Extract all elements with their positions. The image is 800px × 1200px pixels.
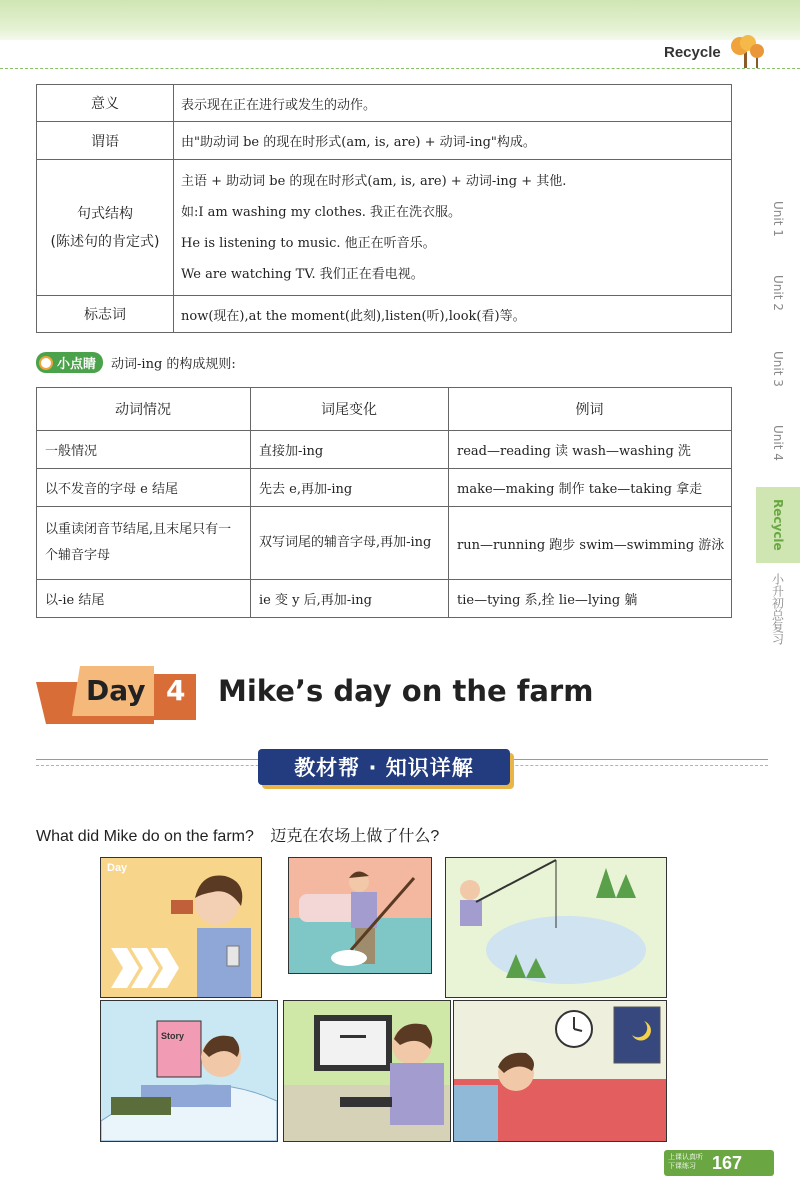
row-head-line: (陈述句的肯定式) xyxy=(50,233,160,250)
table-cell: ie 变 y 后,再加-ing xyxy=(251,580,449,618)
column-header: 词尾变化 xyxy=(251,388,449,431)
content-line: We are watching TV. 我们正在看电视。 xyxy=(181,266,424,282)
question-en: What did Mike do on the farm? xyxy=(36,828,254,845)
grammar-table xyxy=(36,84,732,333)
top-banner xyxy=(0,0,800,40)
eye-icon xyxy=(39,356,53,370)
table-cell: make—making 制作 take—taking 拿走 xyxy=(449,469,732,507)
fishing-illustration xyxy=(446,858,666,997)
content-line: 主语 + 助动词 be 的现在时形式(am, is, are) + 动词-ing + 其他. xyxy=(181,173,567,189)
sleeping-illustration xyxy=(454,1001,666,1141)
table-cell: 直接加-ing xyxy=(251,431,449,469)
tip-text: 动词-ing 的构成规则: xyxy=(111,357,236,372)
table-header-row xyxy=(37,388,732,431)
row-head: 标志词 xyxy=(37,296,174,333)
table-row xyxy=(37,431,732,469)
day-label: Day xyxy=(86,674,146,707)
panel-breakfast xyxy=(100,857,262,998)
ing-rules-table xyxy=(36,387,732,618)
book-label: Story xyxy=(161,1031,185,1041)
table-cell: read—reading 读 wash—washing 洗 xyxy=(449,431,732,469)
row-content xyxy=(174,160,732,296)
row-head-line: 句式结构 xyxy=(77,205,133,222)
side-tab-unit-3[interactable]: Unit 3 xyxy=(771,351,785,387)
footer-slogan xyxy=(668,1153,712,1171)
table-row xyxy=(37,296,732,333)
computer-illustration xyxy=(284,1001,450,1141)
content-line: He is listening to music. 他正在听音乐。 xyxy=(181,235,436,251)
table-cell: run—running 跑步 swim—swimming 游泳 xyxy=(449,507,732,580)
table-row xyxy=(37,85,732,122)
eating-illustration xyxy=(101,858,261,997)
side-tab-review[interactable]: 小升初总复习 xyxy=(770,573,785,645)
table-cell: 一般情况 xyxy=(37,431,251,469)
panel-fishing xyxy=(445,857,667,998)
tip-badge xyxy=(36,352,103,373)
column-header: 动词情况 xyxy=(37,388,251,431)
row-content: 由"助动词 be 的现在时形式(am, is, are) + 动词-ing"构成。 xyxy=(174,122,732,160)
row-content: now(现在),at the moment(此刻),listen(听),look(看)等。 xyxy=(174,296,732,333)
side-tab-unit-2[interactable]: Unit 2 xyxy=(771,275,785,311)
side-tab-unit-1[interactable]: Unit 1 xyxy=(771,201,785,237)
table-cell: 先去 e,再加-ing xyxy=(251,469,449,507)
table-cell: 以重读闭音节结尾,且末尾只有一个辅音字母 xyxy=(37,507,251,580)
panel-mopping xyxy=(288,857,432,974)
day-title: Mike’s day on the farm xyxy=(218,674,594,708)
table-row xyxy=(37,507,732,580)
footer-slogan-line: 上课认真听 xyxy=(668,1153,703,1161)
section-title: 教材帮 · 知识详解 xyxy=(258,749,510,785)
panel-reading xyxy=(100,1000,278,1142)
table-cell: 双写词尾的辅音字母,再加-ing xyxy=(251,507,449,580)
table-row xyxy=(37,469,732,507)
header-divider xyxy=(0,68,800,69)
question-cn: 迈克在农场上做了什么? xyxy=(270,828,440,845)
day-number: 4 xyxy=(166,674,186,707)
table-row xyxy=(37,122,732,160)
footer-slogan-line: 下课练习 xyxy=(668,1162,696,1170)
table-cell: tie—tying 系,拴 lie—lying 躺 xyxy=(449,580,732,618)
side-tab-recycle[interactable]: Recycle xyxy=(756,487,800,563)
table-row xyxy=(37,160,732,296)
table-row xyxy=(37,580,732,618)
table-cell: 以不发音的字母 e 结尾 xyxy=(37,469,251,507)
page-number: 167 xyxy=(712,1153,743,1173)
section-header: Recycle xyxy=(664,44,721,61)
row-content: 表示现在正在进行或发生的动作。 xyxy=(174,85,732,122)
side-tab-unit-4[interactable]: Unit 4 xyxy=(771,425,785,461)
content-line: 如:I am washing my clothes. 我正在洗衣服。 xyxy=(181,204,462,220)
reading-illustration xyxy=(101,1001,277,1141)
row-head xyxy=(37,160,174,296)
row-head: 谓语 xyxy=(37,122,174,160)
row-head: 意义 xyxy=(37,85,174,122)
question xyxy=(36,823,451,846)
tip-badge-label: 小点睛 xyxy=(57,357,97,372)
table-cell: 以-ie 结尾 xyxy=(37,580,251,618)
panel-day-label: Day xyxy=(107,862,128,874)
tree-icon xyxy=(726,34,766,68)
tip-line xyxy=(36,352,236,373)
panel-computer xyxy=(283,1000,451,1142)
panel-sleeping xyxy=(453,1000,667,1142)
column-header: 例词 xyxy=(449,388,732,431)
mopping-illustration xyxy=(289,858,431,973)
